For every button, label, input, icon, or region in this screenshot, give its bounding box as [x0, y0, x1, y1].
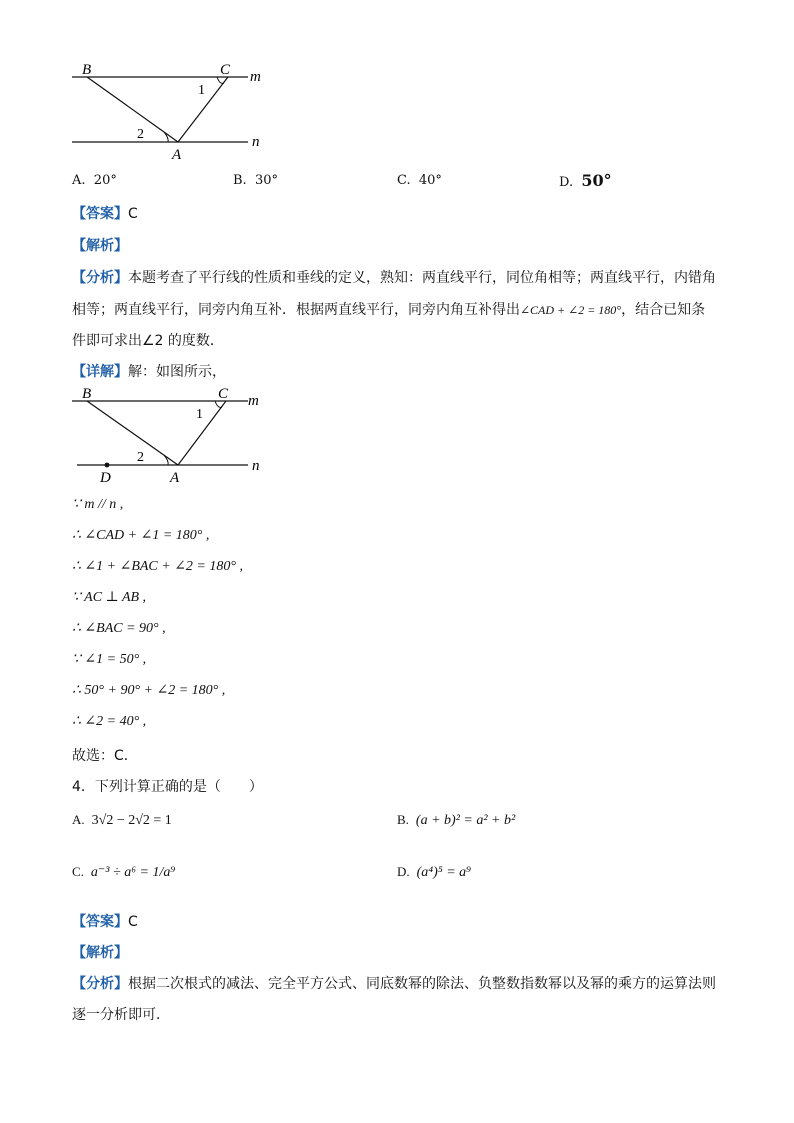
option-value: 30° [254, 173, 278, 188]
fig1-label-n: n [252, 134, 260, 150]
step-8: ∴ ∠2 = 40° , [72, 714, 147, 729]
fig2-label-c: C [218, 386, 229, 402]
option-value: 40° [418, 173, 442, 188]
q4-stem: 4．下列计算正确的是（ ） [72, 779, 263, 795]
fenxi-text: 相等；两直线平行，同旁内角互补．根据两直线平行，同旁内角互补得出 [72, 302, 520, 318]
fenxi-math: ∠CAD + ∠2 = 180° [520, 303, 622, 317]
fig2-label-d: D [100, 470, 111, 486]
q3-option-b[interactable] [233, 173, 278, 188]
fenxi-tag: 【分析】 [72, 976, 128, 992]
step-2: ∴ ∠CAD + ∠1 = 180° , [72, 528, 210, 543]
jiexi-tag: 【解析】 [72, 945, 128, 961]
jiexi-tag: 【解析】 [72, 238, 128, 254]
fig1-label-c: C [220, 62, 231, 78]
figure-parallel-lines-1 [60, 58, 280, 164]
fig2-label-b: B [82, 386, 92, 402]
fig1-label-b: B [82, 62, 92, 78]
q4-option-a[interactable] [72, 812, 172, 829]
step-4: ∵ AC ⊥ AB , [72, 590, 147, 605]
q3-option-c[interactable] [397, 173, 442, 188]
fig2-label-n: n [252, 458, 260, 474]
option-value: 20° [93, 173, 117, 188]
step-5: ∴ ∠BAC = 90° , [72, 621, 166, 636]
fig2-label-m: m [248, 393, 259, 409]
option-expr: 3√2 − 2√2 = 1 [91, 813, 172, 828]
xiangjie-tag: 【详解】 [72, 364, 128, 380]
fenxi-text: 本题考查了平行线的性质和垂线的定义，熟知：两直线平行，同位角相等；两直线平行，内错角 [128, 270, 716, 286]
fenxi-text: ，结合已知条 [621, 302, 706, 318]
option-letter: B. [397, 812, 409, 827]
q3-option-d[interactable] [559, 171, 612, 190]
q3-xiangjie [72, 361, 226, 381]
step-1: ∵ m // n , [72, 497, 124, 512]
option-letter: A. [72, 173, 86, 188]
fig1-label-m: m [250, 69, 261, 85]
q3-jiexi [72, 235, 128, 255]
option-letter: B. [233, 173, 247, 188]
fig2-label-a: A [170, 470, 180, 486]
answer-tag: 【答案】 [72, 914, 128, 930]
xiangjie-text: 解：如图所示， [128, 364, 226, 380]
option-letter: D. [559, 175, 574, 190]
q3-fenxi-line3 [72, 330, 224, 350]
fig1-label-a: A [172, 147, 182, 163]
q3-conclusion: 故选：C． [72, 748, 138, 764]
option-expr: (a⁴)⁵ = a⁹ [416, 865, 472, 880]
fenxi-tag: 【分析】 [72, 270, 128, 286]
q4-option-c[interactable] [72, 864, 175, 881]
q3-answer [72, 203, 138, 223]
q3-option-a[interactable] [72, 173, 117, 188]
answer-value: C [128, 914, 138, 930]
step-3: ∴ ∠1 + ∠BAC + ∠2 = 180° , [72, 559, 243, 574]
option-expr: (a + b)² = a² + b² [415, 813, 516, 828]
fenxi-text: 件即可求出∠2 的度数． [72, 333, 224, 349]
option-letter: C. [72, 864, 84, 879]
q4-answer [72, 911, 138, 931]
fig1-angle-2: 2 [137, 127, 144, 142]
fenxi-text: 根据二次根式的减法、完全平方公式、同底数幂的除法、负整数指数幂以及幂的乘方的运算法则 [128, 976, 716, 992]
option-letter: C. [397, 173, 411, 188]
fenxi-text: 逐一分析即可． [72, 1007, 170, 1023]
q3-fenxi-line2 [72, 299, 705, 319]
q4-fenxi-line2 [72, 1004, 170, 1024]
q4-option-b[interactable] [397, 812, 515, 829]
option-value: 50° [581, 171, 612, 190]
step-6: ∵ ∠1 = 50° , [72, 652, 147, 667]
step-7: ∴ 50° + 90° + ∠2 = 180° , [72, 683, 226, 698]
figure-parallel-lines-2 [60, 380, 280, 486]
fig1-angle-1: 1 [198, 83, 205, 98]
answer-value: C [128, 206, 138, 222]
fig2-angle-1: 1 [196, 407, 203, 422]
option-expr: a⁻³ ÷ a⁶ = 1/a⁹ [90, 865, 176, 880]
answer-tag: 【答案】 [72, 206, 128, 222]
q4-jiexi [72, 942, 128, 962]
q3-fenxi-line1 [72, 267, 716, 287]
option-letter: A. [72, 812, 85, 827]
q4-option-d[interactable] [397, 864, 471, 881]
option-letter: D. [397, 864, 410, 879]
fig2-angle-2: 2 [137, 450, 144, 465]
q4-fenxi-line1 [72, 973, 716, 993]
